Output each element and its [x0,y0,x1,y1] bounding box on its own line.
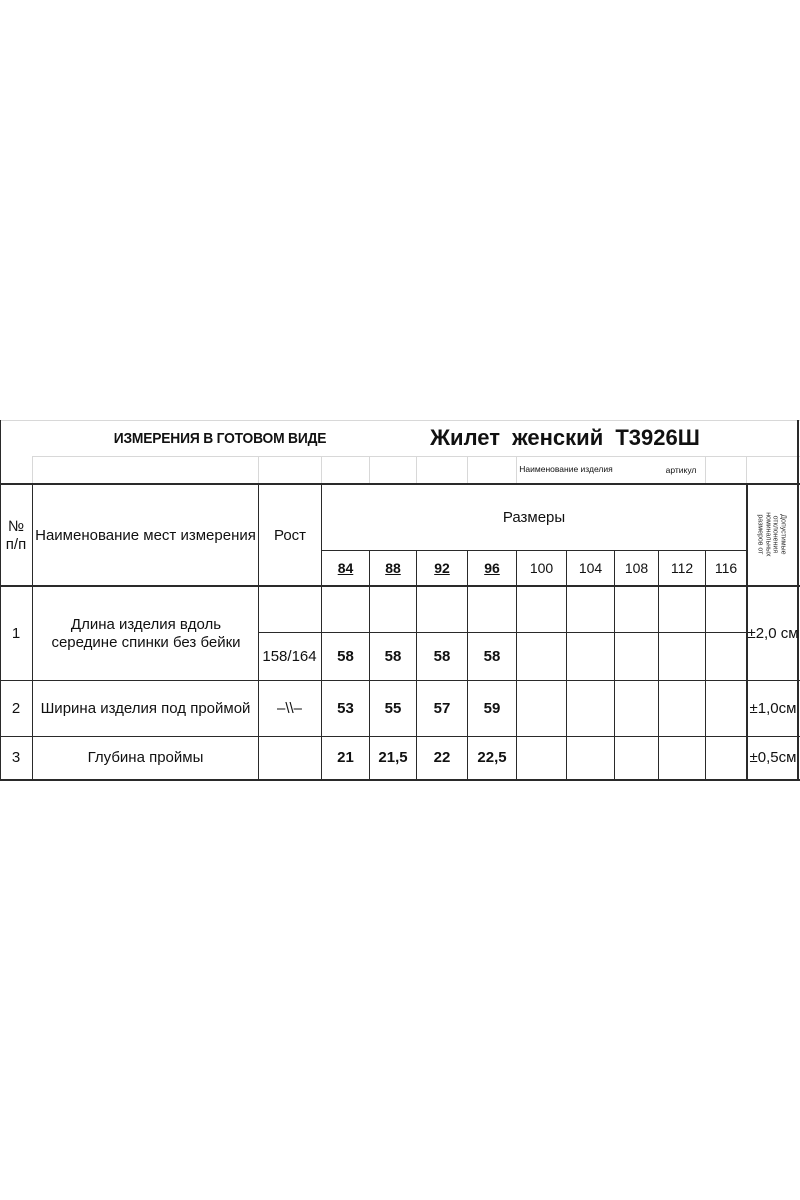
row-2-height: –\\– [276,699,303,717]
row-2-value-88: 55 [384,699,402,717]
article-caption: артикул [665,464,697,475]
row-2-name: Ширина изделия под проймой [40,699,251,717]
sheet-title: ИЗМЕРЕНИЯ В ГОТОВОМ ВИДЕ [113,430,327,447]
row-3-tolerance: ±0,5см [749,749,797,766]
row-3-number: 3 [11,749,21,766]
row-1-height: 158/164 [262,647,317,665]
number-column-header: № п/п [5,517,27,553]
row-1-value-88: 58 [384,647,402,665]
row-2-value-92: 57 [433,699,451,717]
row-2-tolerance: ±1,0см [749,699,797,717]
row-1-value-96: 58 [483,647,501,665]
row-3-value-92: 22 [433,749,451,766]
size-header-4: 100 [529,559,554,576]
row-3-value-96: 22,5 [477,749,507,766]
measure-name-column-header: Наименование мест измерения [35,526,256,544]
size-header-1: 88 [385,559,401,576]
row-1-value-92: 58 [433,647,451,665]
sizes-column-header: Размеры [502,509,566,526]
row-3-name: Глубина проймы [87,749,204,766]
product-title: Жилет женский Т3926Ш [430,424,700,450]
size-header-7: 112 [670,559,694,576]
row-2-value-96: 59 [483,699,501,717]
size-header-5: 104 [578,559,603,576]
row-2-number: 2 [11,699,21,717]
row-3-value-84: 21 [337,749,354,766]
row-1-value-84: 58 [337,647,354,665]
size-header-6: 108 [624,559,649,576]
size-header-8: 116 [714,559,738,576]
row-3-height [258,737,321,779]
row-1-number: 1 [11,624,21,642]
product-name-caption: Наименование изделия [519,463,613,474]
row-3-value-88: 21,5 [378,749,408,766]
tolerance-column-header: Допустимые отклонения номинальных размеров от [756,511,787,557]
row-2-value-84: 53 [337,699,354,717]
size-header-0: 84 [337,559,354,576]
size-header-2: 92 [434,559,450,576]
height-column-header: Рост [273,526,307,544]
row-1-tolerance: ±2,0 см [747,624,799,642]
row-1-name: Длина изделия вдоль середине спинки без бейки [51,615,241,651]
size-header-3: 96 [484,559,500,576]
